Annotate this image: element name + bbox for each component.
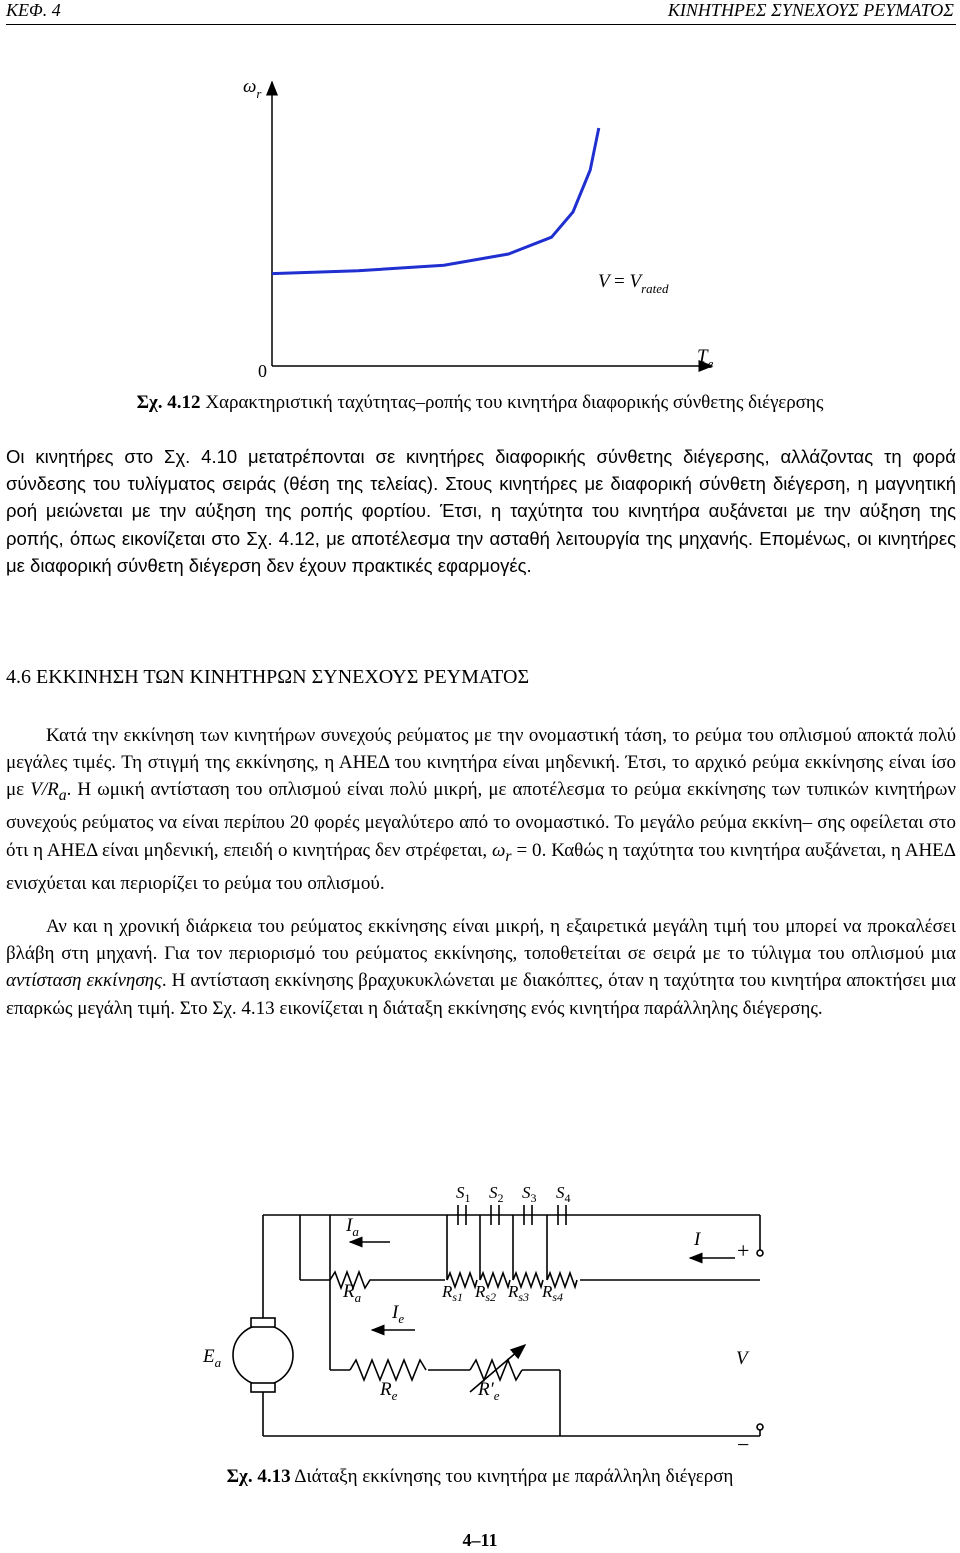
motor-armature [233, 1325, 293, 1385]
paragraph-2 [6, 722, 956, 897]
p3-text-a: Αν και η χρονική διάρκεια του ρεύματος εκκίνησης είναι μικρή, η εξαιρετικά μεγάλη τιμή του μπορεί να προκαλέσει βλάβη στη μηχανή. Για τον περιορισμό του ρεύματος εκκίνησης, τοποθετείται σε σειρά με το τύλιγμα του οπλισμού μια [6, 916, 956, 965]
resistor-label: $R_{s2}$ [475, 1282, 497, 1304]
p2-eq2: ω [491, 839, 506, 861]
starter-circuit-diagram [0, 1170, 960, 1470]
label-v: V [736, 1348, 748, 1369]
label-ra: $R_a$ [343, 1281, 362, 1305]
label-re-var: $R'_e$ [478, 1379, 500, 1403]
x-axis-label: $T_e$ [697, 346, 714, 371]
brush-bottom [251, 1383, 275, 1392]
p3-text-b: . Η αντίσταση εκκίνησης βραχυκυκλώνεται με διακόπτες, όταν η ταχύτητα του κινητήρα αποκτήσει μια επαρκώς μεγάλη τιμή. Στο Σχ. 4.13 εικονίζεται η διάταξη εκκίνησης ενός κινητήρα παράλληλης διέγερσης. [6, 970, 956, 1019]
resistor-label: $R_{s3}$ [508, 1282, 530, 1304]
label-i: I [694, 1229, 701, 1250]
label-re: $R_e$ [380, 1379, 398, 1403]
switch-label: $S_2$ [489, 1183, 504, 1205]
label-ea: $E_a$ [203, 1346, 222, 1370]
fig12-caption-text: Χαρακτηριστική ταχύτητας–ροπής του κινητήρα διαφορικής σύνθετης διέγερσης [205, 392, 824, 413]
speed-torque-chart [0, 60, 960, 390]
brush-top [251, 1318, 275, 1327]
p2-eq1: V/R [30, 779, 59, 801]
y-axis-label: $\omega_r$ [243, 76, 262, 101]
speed-torque-curve [272, 128, 599, 274]
p2-text-b: . Η ωμική αντίσταση του οπλισμού είναι πολύ μικρή, με αποτέλεσμα το ρεύμα εκκίνησης των τυπικών κινητήρων συνεχούς ρεύματος να είναι περίπου 20 φορές μεγαλύτερο από το ονομαστικό. Το μεγάλο ρεύμα εκκίνη– σης οφείλεται στο ότι η ΑΗΕΔ είναι μηδενική, επειδή ο κινητήρας δεν στρέφεται, [6, 779, 956, 861]
field-winding [350, 1360, 426, 1380]
fig12-label: Σχ. 4.12 [136, 392, 201, 413]
p2-eq2-value: = 0 [511, 839, 542, 861]
header-title: ΚΙΝΗΤΗΡΕΣ ΣΥΝΕΧΟΥΣ ΡΕΥΜΑΤΟΣ [667, 0, 954, 20]
minus-terminal [757, 1424, 763, 1430]
paragraph-1: Οι κινητήρες στο Σχ. 4.10 μετατρέπονται σε κινητήρες διαφορικής σύνθετης διέγερσης, αλλάζοντας τη φορά σύνδεσης του τυλίγματος σειράς (θέση της τελείας). Στους κινητήρες με διαφορική σύνθετη διέγερση, η μαγνητική ροή μειώνεται με την αύξηση της ροπής φορτίου. Έτσι, η ταχύτητα του κινητήρα αυξάνεται με την αύξηση της ροπής, όπως εικονίζεται στο Σχ. 4.12, με αποτέλεσμα την ασταθή λειτουργία της μηχανής. Επομένως, οι κινητήρες με διαφορική σύνθετη διέγερση δεν έχουν πρακτικές εφαρμογές. [6, 446, 956, 576]
switch-label: $S_1$ [456, 1183, 471, 1205]
plus-terminal [757, 1250, 763, 1256]
section-title: 4.6 ΕΚΚΙΝΗΣΗ ΤΩΝ ΚΙΝΗΤΗΡΩΝ ΣΥΝΕΧΟΥΣ ΡΕΥΜΑΤΟΣ [6, 666, 530, 688]
page-number: 4–11 [462, 1530, 498, 1550]
p2-text-a: Κατά την εκκίνηση των κινητήρων συνεχούς ρεύματος με την ονομαστική τάση, το ρεύμα του οπλισμού αποκτά πολύ μεγάλες τιμές. Τη στιγμή της εκκίνησης, η ΑΗΕΔ του κινητήρα είναι μηδενική. Έτσι, το αρχικό ρεύμα εκκίνησης είναι ίσο με [6, 725, 956, 801]
p2-eq2-sub: r [505, 847, 512, 865]
label-minus: − [737, 1432, 750, 1457]
resistor-label: $R_{s1}$ [442, 1282, 464, 1304]
fig13-caption-text: Διάταξη εκκίνησης του κινητήρα με παράλληλη διέγερση [294, 1466, 734, 1487]
paragraph-3 [6, 913, 956, 1022]
label-plus: + [737, 1238, 750, 1263]
fig13-caption [0, 1466, 960, 1488]
p2-text-c: . Καθώς η ταχύτητα του κινητήρα αυξάνεται, η ΑΗΕΔ ενισχύεται και περιορίζει το ρεύμα του οπλισμού. [6, 839, 957, 894]
switch-label: $S_4$ [556, 1183, 571, 1205]
p3-emphasis: αντίσταση εκκίνησης [6, 970, 162, 992]
p2-eq1-sub: a [58, 787, 67, 805]
label-ie: $I_e$ [392, 1302, 405, 1326]
label-ia: $I_a$ [346, 1215, 359, 1239]
header-rule [6, 24, 956, 25]
header-chapter: ΚΕΦ. 4 [6, 0, 61, 20]
switch-label: $S_3$ [522, 1183, 537, 1205]
resistor-label: $R_{s4}$ [542, 1282, 564, 1304]
origin-label: 0 [258, 361, 267, 381]
fig12-caption [0, 392, 960, 414]
rated-voltage-annotation: $V = V_{rated}$ [598, 271, 669, 296]
fig13-label: Σχ. 4.13 [226, 1466, 291, 1487]
